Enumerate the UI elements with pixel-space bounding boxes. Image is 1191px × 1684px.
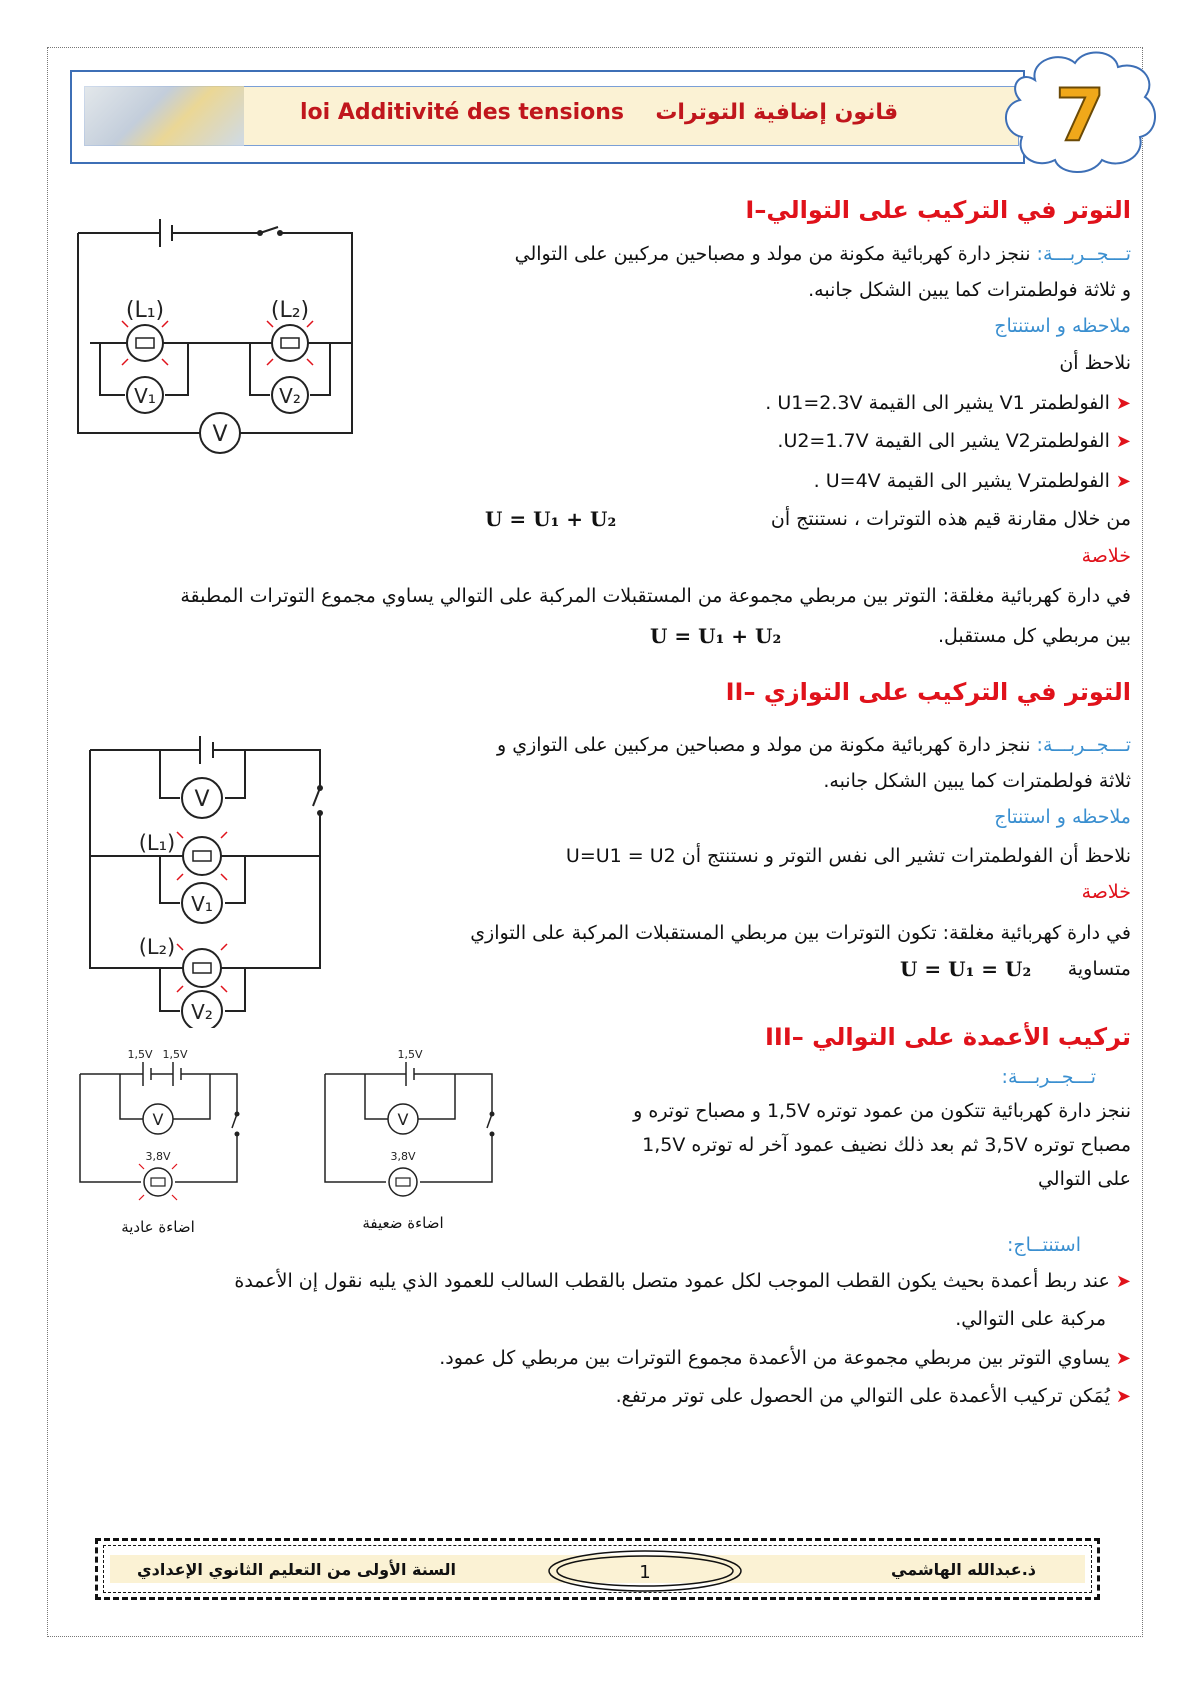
- footer-author: ذ.عبدالله الهاشمي: [891, 1560, 1036, 1579]
- section3-text-line2: مصباح توتره 3,5V ثم بعد ذلك نضيف عمود آخر له توتره 1,5V: [642, 1134, 1131, 1156]
- bullet-arrow-icon: ➤: [1115, 1271, 1131, 1292]
- section1-observation-label: ملاحظه و استنتاج: [994, 315, 1131, 337]
- v-label: V: [397, 1110, 409, 1129]
- lamp-l2-icon: [177, 944, 227, 992]
- cell1-voltage: 1,5V: [127, 1048, 153, 1061]
- section3-bullet1: [234, 1270, 1131, 1292]
- page-number-oval: [545, 1548, 745, 1594]
- section2-observation-label: ملاحظه و استنتاج: [994, 806, 1131, 828]
- header-title-fr: loi Additivité des tensions: [300, 100, 624, 125]
- section3-bullet1-line1: عند ربط أعمدة بحيث يكون القطب الموجب لكل عمود متصل بالقطب السالب للعمود الذي يليه نقول إن الأعمدة: [234, 1270, 1110, 1292]
- section1-conclusion-label: خلاصة: [1081, 545, 1131, 567]
- section1-compare-text: من خلال مقارنة قيم هذه التوترات ، نستنتج أن: [770, 508, 1131, 530]
- section2-experiment-line1: ننجز دارة كهربائية مكونة من مولد و مصباحين مركبين على التوازي و: [496, 734, 1031, 756]
- parallel-circuit-diagram: [85, 728, 345, 1028]
- series-circuit-diagram: [70, 205, 390, 465]
- section1-equation2: U = U₁ + U₂: [650, 624, 782, 648]
- section2-experiment-label: تـــجــربـــة:: [1036, 734, 1131, 756]
- lesson-number-cloud: [1000, 45, 1160, 180]
- section2-experiment: [497, 734, 1131, 756]
- section1-bullet1: [765, 392, 1131, 414]
- section1-conclusion-line2: بين مربطي كل مستقبل.: [937, 625, 1131, 647]
- header-title-ar: قانون إضافية التوترات: [655, 100, 899, 125]
- header-title: [300, 100, 898, 125]
- section2-conclusion-line2: متساوية: [1067, 958, 1131, 980]
- section1-bullet2: [777, 430, 1131, 452]
- section3-heading: III– تركيب الأعمدة على التوالي: [764, 1023, 1131, 1051]
- caption-normal: اضاءة عادية: [121, 1218, 195, 1236]
- bullet-arrow-icon: ➤: [1115, 393, 1131, 414]
- section1-bullet2-text: الفولطمترV2 يشير الى القيمة U2=1.7V.: [777, 430, 1110, 452]
- section3-bullet3: [616, 1385, 1131, 1407]
- section2-equation: U = U₁ = U₂: [900, 957, 1032, 981]
- v1-label: V₁: [191, 892, 213, 916]
- section3-text-line1: ننجز دارة كهربائية تتكون من عمود توتره 1,5V و مصباح توتره و: [633, 1100, 1131, 1122]
- section1-experiment: [515, 243, 1131, 265]
- section1-heading: I–التوتر في التركيب على التوالي: [745, 196, 1131, 224]
- cell2-voltage: 1,5V: [162, 1048, 188, 1061]
- section3-bullet2-text: يساوي التوتر بين مربطي مجموعة من الأعمدة مجموع التوترات بين مربطي كل عمود.: [439, 1347, 1110, 1369]
- section2-experiment-line2: ثلاثة فولطمترات كما يبين الشكل جانبه.: [823, 770, 1131, 792]
- section1-observe-intro: نلاحظ أن: [1059, 352, 1131, 374]
- lamp-icon: [389, 1168, 417, 1196]
- caption-weak: اضاءة ضعيفة: [362, 1214, 444, 1232]
- section3-bullet1-line2: مركبة على التوالي.: [955, 1308, 1106, 1330]
- v1-label: V₁: [134, 384, 156, 408]
- section1-bullet3: [814, 470, 1131, 492]
- section2-conclusion-line1: في دارة كهربائية مغلقة: تكون التوترات بين مربطي المستقبلات المركبة على التوازي: [470, 922, 1131, 944]
- lamp-l1-icon: [177, 832, 227, 880]
- bullet-arrow-icon: ➤: [1115, 1386, 1131, 1407]
- lamp-voltage: 3,8V: [390, 1150, 416, 1163]
- v2-label: V₂: [279, 384, 301, 408]
- section3-bullet2: [439, 1347, 1131, 1369]
- lamp-l2-label: (L₂): [270, 298, 310, 323]
- section2-conclusion-label: خلاصة: [1081, 881, 1131, 903]
- lamp-l1-icon: [122, 321, 168, 365]
- page-number: 1: [639, 1562, 651, 1583]
- section2-observe-text: نلاحظ أن الفولطمترات تشير الى نفس التوتر و نستنتج أن U=U1 = U2: [565, 845, 1131, 867]
- v-label: V: [194, 787, 210, 812]
- section1-bullet3-text: الفولطمترV يشير الى القيمة U=4V .: [813, 470, 1110, 492]
- header-image: [84, 86, 244, 146]
- lamp-voltage: 3,8V: [145, 1150, 171, 1163]
- bullet-arrow-icon: ➤: [1115, 431, 1131, 452]
- lamp-l1-label: (L₁): [138, 831, 176, 855]
- v2-label: V₂: [191, 1000, 213, 1024]
- bullet-arrow-icon: ➤: [1115, 471, 1131, 492]
- section3-bullet3-text: يُمَكن تركيب الأعمدة على التوالي من الحصول على توتر مرتفع.: [615, 1385, 1110, 1407]
- two-cells-circuit-diagram: [75, 1042, 265, 1242]
- lesson-number: 7: [1054, 73, 1106, 157]
- lamp-l1-label: (L₁): [125, 298, 165, 323]
- section1-experiment-line1: ننجز دارة كهربائية مكونة من مولد و مصباحين مركبين على التوالي: [514, 243, 1031, 265]
- section1-experiment-line2: و ثلاثة فولطمترات كما يبين الشكل جانبه.: [808, 279, 1131, 301]
- v-label: V: [212, 422, 228, 447]
- footer-level: السنة الأولى من التعليم الثانوي الإعدادي: [136, 1560, 456, 1579]
- section1-conclusion-line1: في دارة كهربائية مغلقة: التوتر بين مربطي مجموعة من المستقبلات المركبة على التوالي يساوي مجموع التوترات المطبقة: [180, 585, 1131, 607]
- one-cell-circuit-diagram: [320, 1038, 510, 1238]
- section3-experiment-label: تـــجــربـــة:: [1001, 1066, 1096, 1088]
- section1-equation: U = U₁ + U₂: [485, 507, 617, 531]
- v-label: V: [152, 1110, 164, 1129]
- section2-heading: II– التوتر في التركيب على التوازي: [725, 678, 1131, 706]
- section3-text-line3: على التوالي: [1037, 1168, 1131, 1190]
- section1-experiment-label: تـــجــربـــة:: [1036, 243, 1131, 265]
- cell-voltage: 1,5V: [397, 1048, 423, 1061]
- section3-conclusion-label: استنتــاج:: [1007, 1234, 1081, 1256]
- section1-bullet1-text: الفولطمتر V1 يشير الى القيمة U1=2.3V .: [765, 392, 1110, 414]
- bullet-arrow-icon: ➤: [1115, 1348, 1131, 1369]
- lamp-l2-label: (L₂): [138, 935, 176, 959]
- lamp-l2-icon: [267, 321, 313, 365]
- lamp-icon: [139, 1164, 177, 1200]
